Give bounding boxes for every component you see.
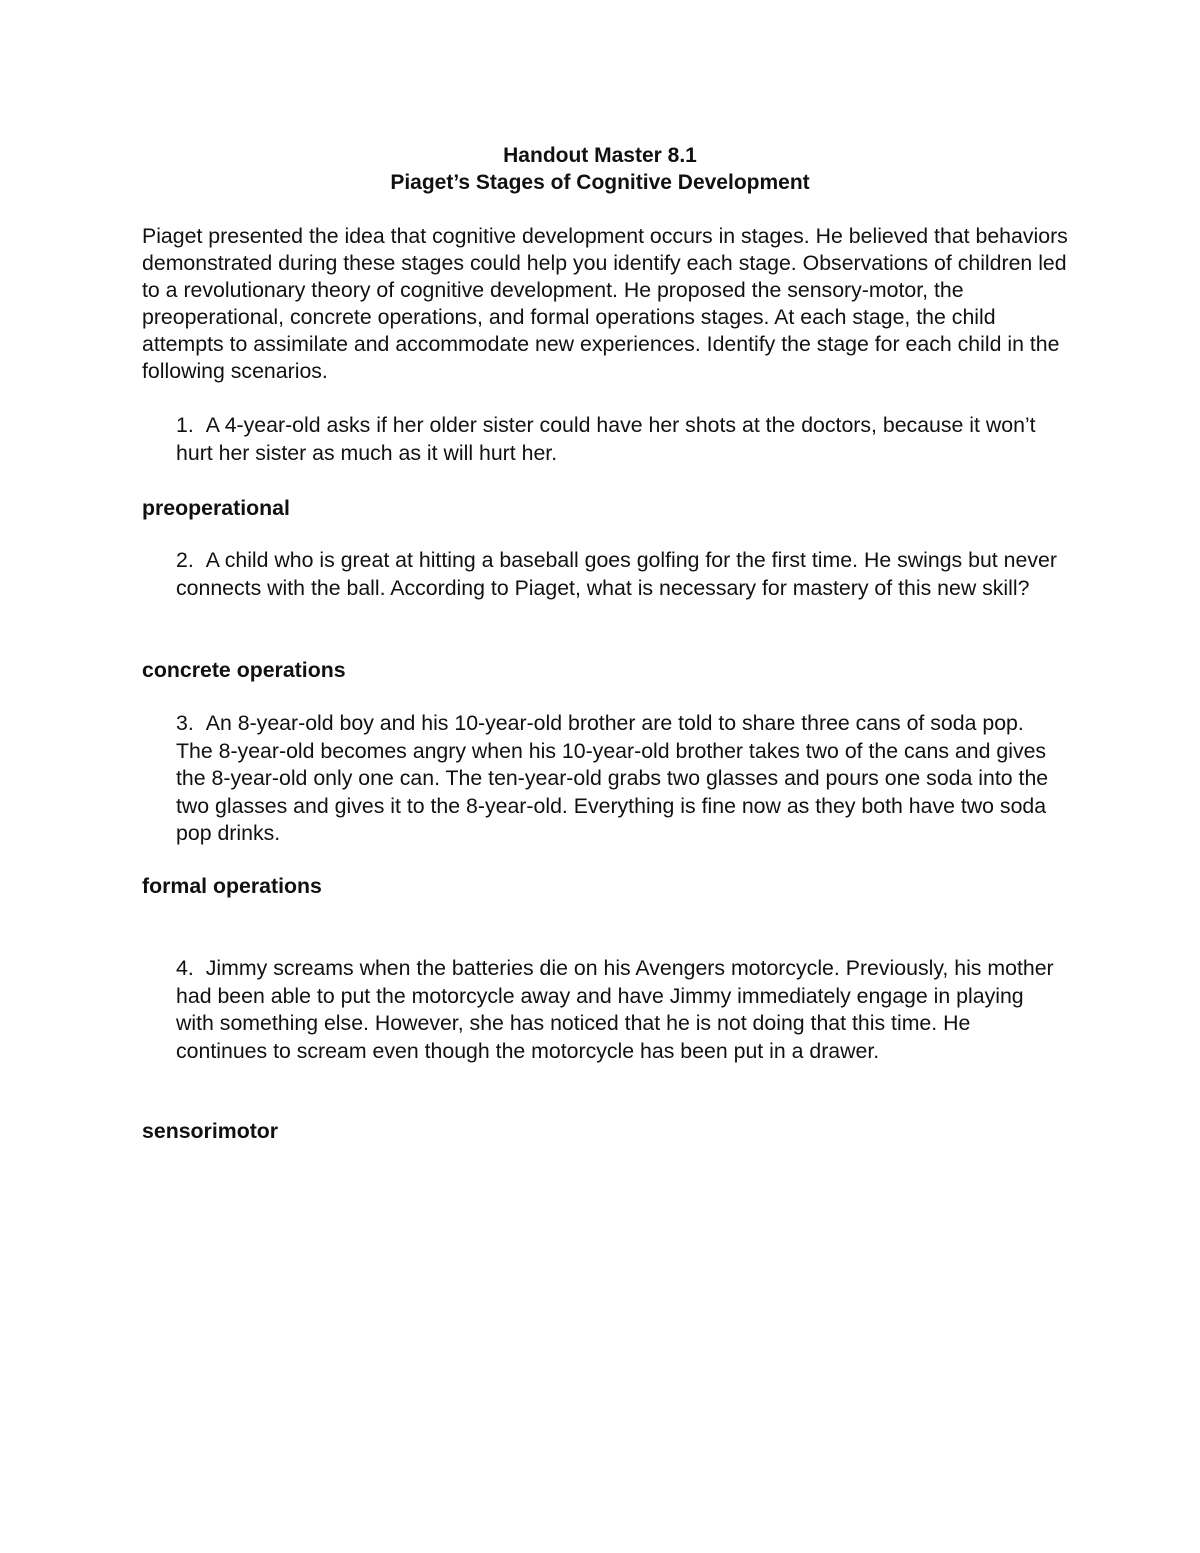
question-3 bbox=[176, 710, 1066, 848]
question-2 bbox=[176, 547, 1066, 602]
handout-title: Handout Master 8.1 bbox=[503, 144, 697, 167]
question-text: A 4-year-old asks if her older sister could have her shots at the doctors, because it won’t hurt her sister as much as it will hurt her. bbox=[176, 413, 1036, 465]
handout-subtitle: Piaget’s Stages of Cognitive Development bbox=[390, 171, 810, 194]
answer-4: sensorimotor bbox=[142, 1119, 279, 1143]
answer-2: concrete operations bbox=[142, 658, 346, 682]
question-1 bbox=[176, 412, 1066, 467]
answer-1: preoperational bbox=[142, 496, 290, 520]
question-number: 3. bbox=[176, 711, 194, 735]
answer-3: formal operations bbox=[142, 874, 322, 898]
intro-paragraph: Piaget presented the idea that cognitive development occurs in stages. He believed that behaviors demonstrated during these stages could help you identify each stage. Observations of children led to a revolutionary theory of cognitive development. He proposed the sensory-motor, the preoperational, concrete operations, and formal operations stages. At each stage, the child attempts to assimilate and accommodate new experiences. Identify the stage for each child in the following scenarios. bbox=[142, 224, 1068, 383]
question-number: 4. bbox=[176, 956, 194, 980]
question-number: 1. bbox=[176, 413, 194, 437]
question-text: A child who is great at hitting a baseball goes golfing for the first time. He swings but never connects with the ball. According to Piaget, what is necessary for mastery of this new skill? bbox=[176, 548, 1057, 600]
question-text: Jimmy screams when the batteries die on his Avengers motorcycle. Previously, his mother had been able to put the motorcycle away and have Jimmy immediately engage in playing with something else. However, she has noticed that he is not doing that this time. He continues to scream even though the motorcycle has been put in a drawer. bbox=[176, 956, 1054, 1063]
question-text: An 8-year-old boy and his 10-year-old brother are told to share three cans of soda pop. The 8-year-old becomes angry when his 10-year-old brother takes two of the cans and gives the 8-year-old only one can. The ten-year-old grabs two glasses and pours one soda into the two glasses and gives it to the 8-year-old. Everything is fine now as they both have two soda pop drinks. bbox=[176, 711, 1049, 845]
question-4 bbox=[176, 955, 1066, 1065]
question-number: 2. bbox=[176, 548, 194, 572]
